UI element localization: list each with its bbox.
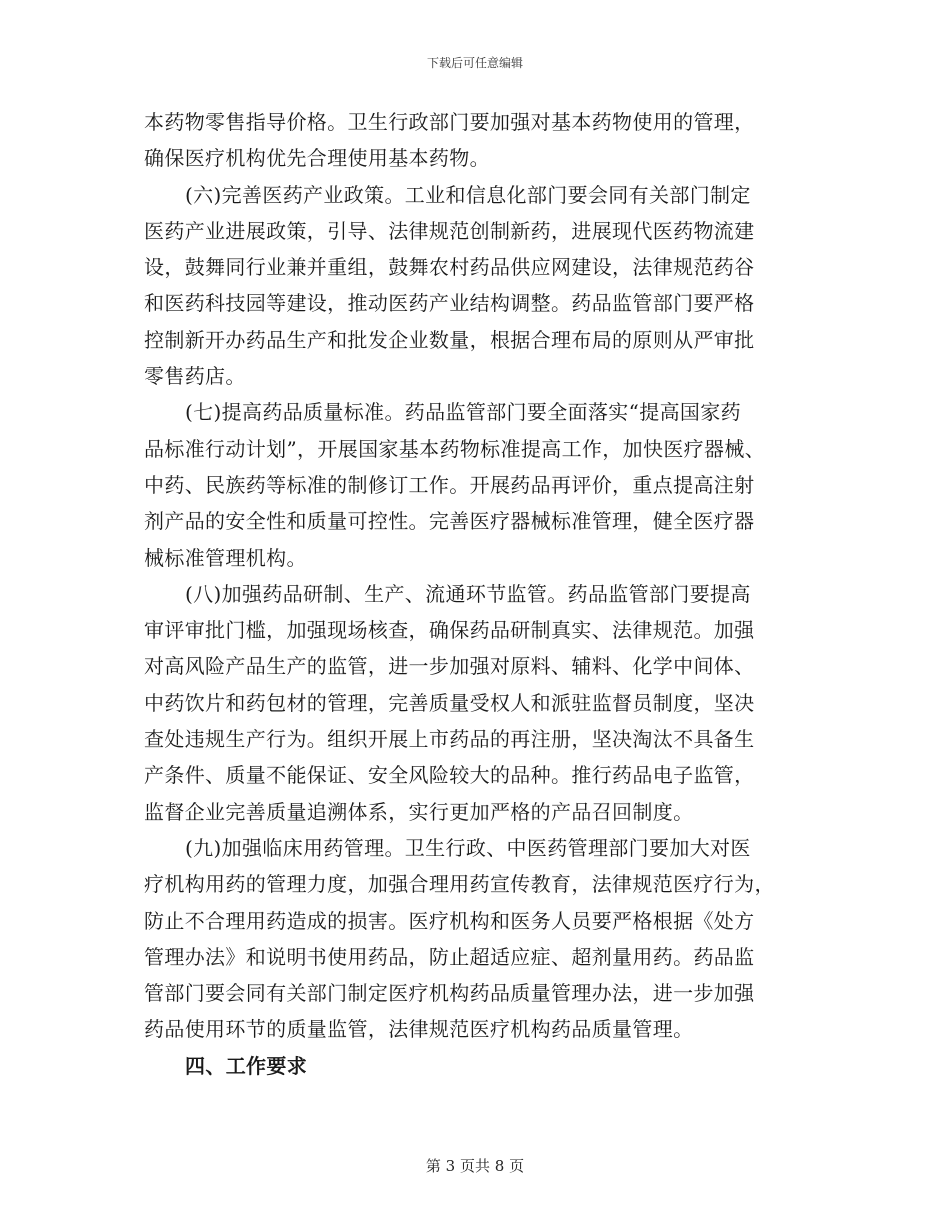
text-line: 中药饮片和药包材的管理，完善质量受权人和派驻监督员制度，坚决 bbox=[144, 690, 755, 715]
text-line: 查处违规生产行为。组织开展上市药品的再注册，坚决淘汰不具备生 bbox=[144, 727, 755, 752]
text-line: 本药物零售指导价格。卫生行政部门要加强对基本药物使用的管理， bbox=[144, 110, 755, 134]
document-body bbox=[144, 104, 804, 1084]
text-line: 零售药店。 bbox=[144, 364, 246, 389]
text-line: 剂产品的安全性和质量可控性。完善医疗器械标准管理，健全医疗器 bbox=[144, 509, 755, 534]
paragraph-start-line: (七)提高药品质量标准。药品监管部门要全面落实“提高国家药 bbox=[185, 400, 741, 425]
section-heading: 四、工作要求 bbox=[185, 1053, 308, 1078]
paragraph-start-line: (九)加强临床用药管理。卫生行政、中医药管理部门要加大对医 bbox=[185, 835, 751, 860]
page-footer: 第 3 页共 8 页 bbox=[425, 1157, 525, 1175]
text-line: 械标准管理机构。 bbox=[144, 545, 307, 570]
text-line: 和医药科技园等建设，推动医药产业结构调整。药品监管部门要严格 bbox=[144, 291, 755, 316]
text-line: 中药、民族药等标准的制修订工作。开展药品再评价，重点提高注射 bbox=[144, 472, 755, 497]
text-line: 控制新开办药品生产和批发企业数量，根据合理布局的原则从严审批 bbox=[144, 327, 755, 352]
page-header: 下载后可任意编辑 bbox=[426, 56, 523, 70]
text-line: 管理办法》和说明书使用药品，防止超适应症、超剂量用药。药品监 bbox=[144, 944, 755, 969]
text-line: 医药产业进展政策，引导、法律规范创制新药，进展现代医药物流建 bbox=[144, 218, 755, 243]
text-line: 管部门要会同有关部门制定医疗机构药品质量管理办法，进一步加强 bbox=[144, 981, 755, 1006]
text-line: 确保医疗机构优先合理使用基本药物。 bbox=[144, 146, 490, 171]
text-line: 药品使用环节的质量监管，法律规范医疗机构药品质量管理。 bbox=[144, 1017, 694, 1042]
text-line: 对高风险产品生产的监管，进一步加强对原料、辅料、化学中间体、 bbox=[144, 654, 755, 679]
text-line: 设，鼓舞同行业兼并重组，鼓舞农村药品供应网建设，法律规范药谷 bbox=[144, 255, 755, 280]
text-line: 审评审批门槛，加强现场核查，确保药品研制真实、法律规范。加强 bbox=[144, 618, 755, 643]
paragraph-start-line: (八)加强药品研制、生产、流通环节监管。药品监管部门要提高 bbox=[185, 581, 751, 606]
text-line: 产条件、质量不能保证、安全风险较大的品种。推行药品电子监管， bbox=[144, 763, 755, 788]
text-line: 防止不合理用药造成的损害。医疗机构和医务人员要严格根据《处方 bbox=[144, 908, 755, 933]
paragraph-start-line: (六)完善医药产业政策。工业和信息化部门要会同有关部门制定 bbox=[185, 182, 751, 207]
text-line: 监督企业完善质量追溯体系，实行更加严格的产品召回制度。 bbox=[144, 799, 694, 824]
text-line: 品标准行动计划”，开展国家基本药物标准提高工作，加快医疗器械、 bbox=[144, 436, 766, 461]
text-line: 疗机构用药的管理力度，加强合理用药宣传教育，法律规范医疗行为， bbox=[144, 872, 775, 897]
